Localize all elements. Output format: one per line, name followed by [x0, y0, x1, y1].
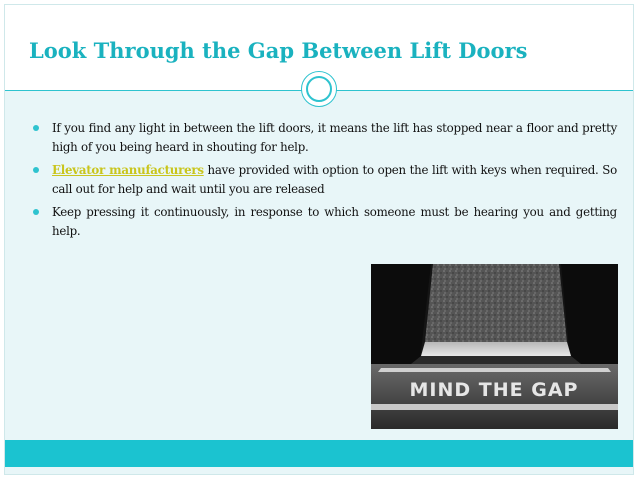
slide-frame [4, 4, 634, 475]
bullet-text: Keep pressing it continuously, in response to which someone must be hearing you and getting help. [52, 205, 617, 238]
elevator-manufacturers-link[interactable]: Elevator manufacturers [52, 163, 204, 177]
bullet-text: If you find any light in between the lift doors, it means the lift has stopped near a floor and pretty high of you being heard in shouting for help. [52, 121, 617, 154]
bullet-text: have provided with option to open the lift with keys when required. So call out for help and wait until you are released [52, 163, 617, 196]
mind-the-gap-text: MIND THE GAP [409, 379, 579, 401]
slide-title: Look Through the Gap Between Lift Doors [29, 38, 528, 63]
